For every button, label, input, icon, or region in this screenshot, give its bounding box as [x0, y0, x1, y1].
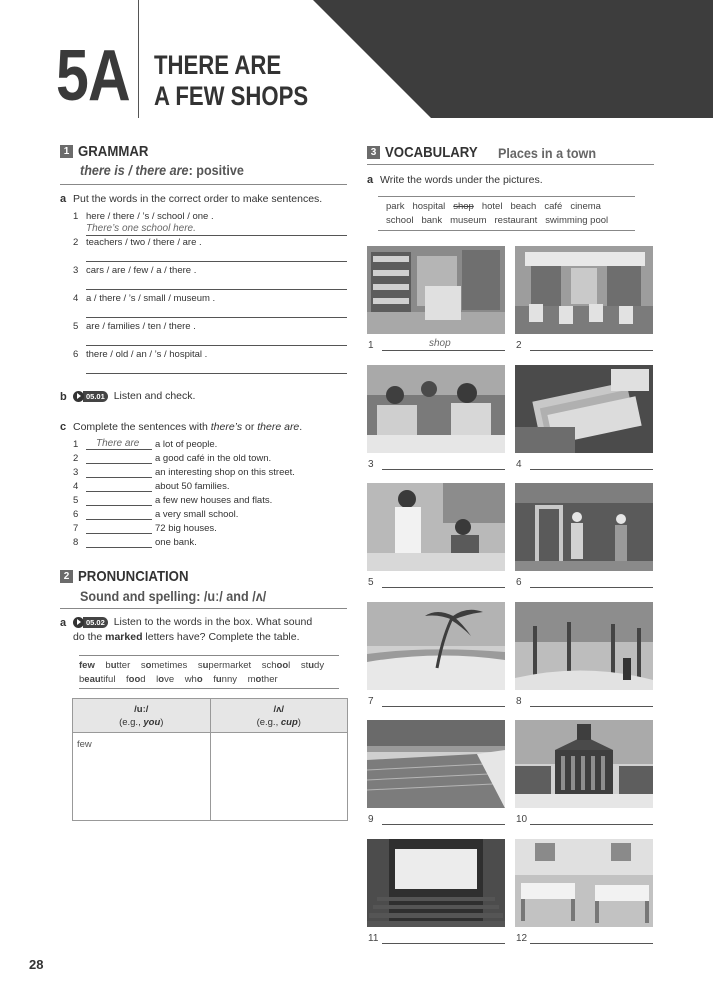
word-row: few butter sometimes supermarket school study: [79, 660, 325, 671]
pronunciation-rule: [60, 608, 347, 609]
instruction: Put the words in the correct order to make sentences.: [73, 193, 323, 205]
vocabulary-heading: 3 VOCABULARY Places in a town: [367, 144, 607, 161]
picture-number: 5: [368, 577, 374, 588]
listen-check: 05.01 Listen and check.: [73, 390, 195, 402]
picture-answer-line[interactable]: [382, 350, 505, 351]
item-number: 8: [73, 537, 79, 548]
pronunciation-heading: 2 PRONUNCIATION: [60, 568, 204, 585]
exercise-label: a: [367, 174, 374, 186]
item-text: a lot of people.: [155, 439, 218, 450]
picture-number: 7: [368, 695, 374, 707]
section-number-badge: 2: [60, 570, 73, 583]
beach-photo: [367, 602, 505, 690]
audio-play-icon[interactable]: 05.01: [73, 391, 108, 402]
picture-answer[interactable]: shop: [429, 338, 451, 349]
grammar-subtitle: there is / there are: positive: [80, 162, 244, 178]
exercise-label: a: [60, 617, 67, 629]
answer-line[interactable]: [86, 317, 347, 318]
instruction: Write the words under the pictures.: [380, 174, 543, 186]
picture-answer-line[interactable]: [530, 587, 653, 588]
word-box-bottom: [79, 688, 339, 689]
vocab-word-row: [386, 201, 609, 212]
vocab-word-row: [386, 215, 616, 226]
unit-divider: [138, 0, 139, 118]
answer-text[interactable]: There are: [96, 438, 140, 449]
picture-number: 12: [516, 932, 528, 944]
picture-answer-line[interactable]: [530, 706, 653, 707]
audio-play-icon[interactable]: 05.02: [73, 617, 108, 628]
item-text: a very small school.: [155, 509, 239, 520]
vocabulary-rule: [367, 164, 654, 165]
cinema-photo: [367, 839, 505, 927]
picture-answer-line[interactable]: [530, 943, 653, 944]
item-number: 3: [73, 467, 79, 478]
hospital-photo: [515, 839, 653, 927]
vocab-word: hotel: [481, 201, 503, 212]
vocab-word: cinema: [570, 201, 601, 212]
picture-answer-line[interactable]: [382, 824, 505, 825]
unit-number: 5A: [56, 36, 130, 116]
answer-line[interactable]: [86, 345, 347, 346]
item-number: 5: [73, 495, 79, 506]
answer-line[interactable]: [86, 463, 152, 464]
item-text: a good café in the old town.: [155, 453, 272, 464]
item-text: about 50 families.: [155, 481, 230, 492]
banknotes-photo: [515, 365, 653, 453]
picture-number: 3: [368, 458, 374, 470]
picture-number: 11: [368, 932, 379, 944]
picture-answer-line[interactable]: [382, 706, 505, 707]
sound-column-uu: /uː/ (e.g., you): [73, 699, 211, 733]
answer-line[interactable]: [86, 477, 152, 478]
exercise-label: c: [60, 421, 67, 433]
picture-number: 2: [516, 340, 522, 351]
item-text: an interesting shop on this street.: [155, 467, 295, 478]
vocab-word: shop: [453, 201, 474, 212]
picture-number: 1: [368, 340, 374, 351]
vocab-word: park: [386, 201, 405, 212]
picture-number: 10: [516, 814, 528, 825]
item-number: 3: [73, 265, 79, 276]
museum-photo: [515, 720, 653, 808]
header-corner-shape: [313, 0, 713, 120]
item-number: 5: [73, 321, 79, 332]
answer-line[interactable]: [86, 261, 347, 262]
answer-text[interactable]: There’s one school here.: [86, 223, 196, 234]
item-text: 72 big houses.: [155, 523, 217, 534]
picture-number: 8: [516, 695, 522, 707]
item-number: 1: [73, 439, 79, 450]
item-number: 1: [73, 211, 79, 222]
vocab-word: school: [386, 215, 414, 226]
section-number-badge: 1: [60, 145, 73, 158]
picture-number: 4: [516, 458, 522, 470]
item-number: 2: [73, 237, 79, 248]
item-prompt: a / there / ’s / small / museum .: [86, 293, 216, 304]
picture-answer-line[interactable]: [530, 469, 653, 470]
instruction: Complete the sentences with there’s or there are.: [73, 421, 303, 433]
item-prompt: here / there / ’s / school / one .: [86, 211, 214, 222]
item-number: 2: [73, 453, 79, 464]
sound-table: [72, 698, 348, 821]
instruction: do the marked letters have? Complete the table.: [73, 631, 300, 643]
pronunciation-subtitle: Sound and spelling: /uː/ and /ʌ/: [80, 588, 267, 604]
vocab-word: bank: [421, 215, 443, 226]
word-row: beautiful food love who funny mother: [79, 674, 278, 685]
picture-number: 6: [516, 577, 522, 588]
sound-answer-cell[interactable]: few: [73, 733, 211, 821]
picture-answer-line[interactable]: [382, 943, 505, 944]
picture-answer-line[interactable]: [530, 350, 653, 351]
vocab-word: restaurant: [494, 215, 538, 226]
answer-line[interactable]: [86, 547, 152, 548]
item-number: 4: [73, 481, 79, 492]
item-text: a few new houses and flats.: [155, 495, 273, 506]
answer-line[interactable]: [86, 519, 152, 520]
vocab-word: beach: [510, 201, 537, 212]
vocab-box-bottom: [378, 230, 635, 231]
answer-line[interactable]: [86, 491, 152, 492]
answer-line[interactable]: [86, 505, 152, 506]
cafe-photo: [515, 246, 653, 334]
answer-line[interactable]: [86, 449, 152, 450]
picture-answer-line[interactable]: [382, 587, 505, 588]
answer-line[interactable]: [86, 235, 347, 236]
section-number-badge: 3: [367, 146, 380, 159]
item-prompt: teachers / two / there / are .: [86, 237, 202, 248]
instruction: 05.02 Listen to the words in the box. What sound: [73, 616, 312, 628]
vocab-word: hospital: [412, 201, 446, 212]
hotel-lobby-photo: [515, 483, 653, 571]
answer-line[interactable]: [86, 533, 152, 534]
classroom-photo: [367, 365, 505, 453]
shop-photo: [367, 246, 505, 334]
item-number: 4: [73, 293, 79, 304]
picture-number: 9: [368, 814, 374, 825]
vocab-word: café: [544, 201, 563, 212]
restaurant-photo: [367, 483, 505, 571]
item-number: 6: [73, 509, 79, 520]
unit-title: THERE ARE A FEW SHOPS: [154, 50, 309, 111]
grammar-heading: 1 GRAMMAR: [60, 143, 158, 160]
grammar-rule: [60, 184, 347, 185]
item-prompt: are / families / ten / there .: [86, 321, 196, 332]
answer-line[interactable]: [86, 289, 347, 290]
swimming-pool-photo: [367, 720, 505, 808]
item-prompt: cars / are / few / a / there .: [86, 265, 197, 276]
exercise-label: b: [60, 391, 67, 403]
answer-line[interactable]: [86, 373, 347, 374]
item-number: 6: [73, 349, 79, 360]
vocab-word: swimming pool: [545, 215, 609, 226]
sound-column-uh: /ʌ/ (e.g., cup): [210, 699, 348, 733]
picture-answer-line[interactable]: [382, 469, 505, 470]
vocab-word: museum: [450, 215, 487, 226]
item-number: 7: [73, 523, 79, 534]
word-box-top: [79, 655, 339, 656]
exercise-label: a: [60, 193, 67, 205]
park-photo: [515, 602, 653, 690]
picture-answer-line[interactable]: [530, 824, 653, 825]
item-prompt: there / old / an / ’s / hospital .: [86, 349, 208, 360]
item-text: one bank.: [155, 537, 197, 548]
sound-answer-cell[interactable]: [210, 733, 348, 821]
vocab-box-top: [378, 196, 635, 197]
page-number: 28: [29, 957, 44, 972]
